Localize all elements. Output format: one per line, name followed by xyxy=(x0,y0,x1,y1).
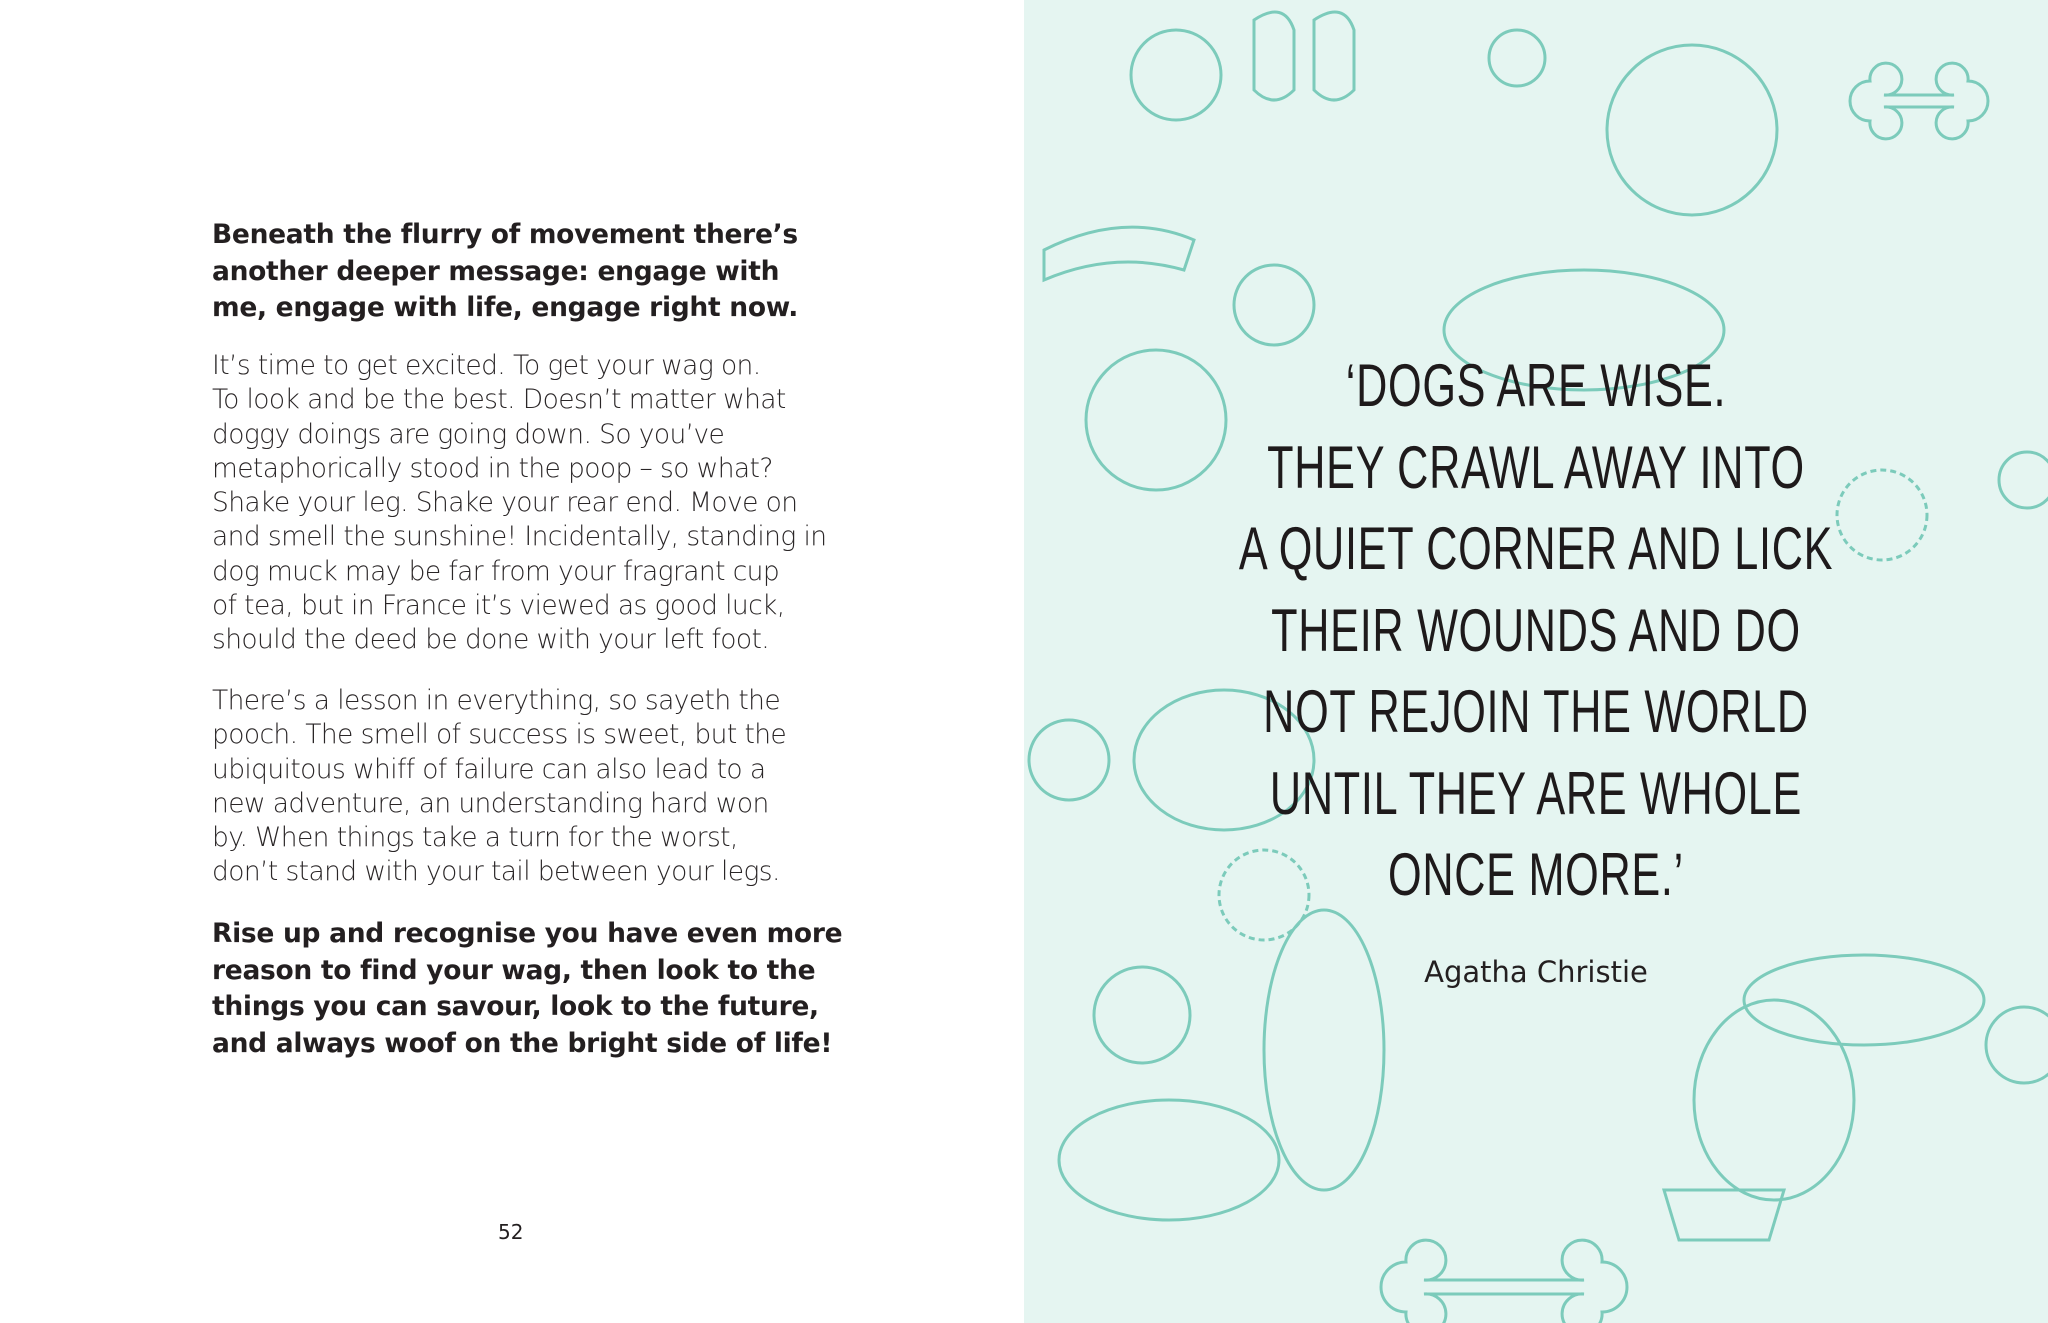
body-paragraph-2 xyxy=(212,684,832,890)
food-bowl-icon xyxy=(1664,1190,1784,1240)
tennis-ball-icon xyxy=(1131,30,1221,120)
quote-line: ‘DOGS ARE WISE. xyxy=(1345,352,1727,419)
ball-icon xyxy=(1234,265,1314,345)
text-line: new adventure, an understanding hard won xyxy=(212,787,769,819)
text-line: Rise up and recognise you have even more xyxy=(212,918,843,949)
quote xyxy=(1024,345,2048,916)
collar-icon xyxy=(1044,227,1194,280)
text-line: another deeper message: engage with xyxy=(212,255,780,287)
page-number: 52 xyxy=(498,1220,524,1244)
quote-line: UNTIL THEY ARE WHOLE xyxy=(1269,759,1803,827)
text-line: don’t stand with your tail between your legs. xyxy=(212,856,780,888)
text-line: by. When things take a turn for the worst, xyxy=(212,822,738,854)
ball-icon xyxy=(1489,30,1545,86)
text-line: of tea, but in France it’s viewed as good luck, xyxy=(212,590,785,622)
bone-icon xyxy=(1381,1240,1627,1323)
closing-paragraph xyxy=(212,916,843,1062)
right-page xyxy=(1024,0,2048,1323)
text-line: and always woof on the bright side of life! xyxy=(212,1027,833,1059)
text-line: Shake your leg. Shake your rear end. Move on xyxy=(212,487,798,519)
text-line: and smell the sunshine! Incidentally, standing in xyxy=(212,521,827,553)
quote-line: THEY CRAWL AWAY INTO xyxy=(1267,433,1805,501)
ball-icon xyxy=(1986,1007,2048,1083)
body-paragraph-1 xyxy=(212,349,832,658)
text-line: To look and be the best. Doesn’t matter what xyxy=(212,384,786,416)
slippers-icon xyxy=(1254,12,1354,100)
quote-line: ONCE MORE.’ xyxy=(1388,841,1684,908)
text-line: me, engage with life, engage right now. xyxy=(212,292,798,323)
quote-line: A QUIET CORNER AND LICK xyxy=(1238,515,1834,582)
text-line: should the deed be done with your left foot. xyxy=(212,624,770,656)
ball-icon xyxy=(1607,45,1777,215)
intro-paragraph xyxy=(212,217,832,327)
quote-line: THEIR WOUNDS AND DO xyxy=(1271,596,1801,664)
text-line: ubiquitous whiff of failure can also lead to a xyxy=(212,753,766,785)
text-line: dog muck may be far from your fragrant cup xyxy=(212,555,780,587)
text-line: There’s a lesson in everything, so sayeth the xyxy=(212,685,781,716)
text-line: Beneath the flurry of movement there’s xyxy=(212,219,798,250)
dog-bed-icon xyxy=(1059,1100,1279,1220)
text-line: pooch. The smell of success is sweet, but the xyxy=(212,719,787,751)
text-line: things you can savour, look to the future, xyxy=(212,991,819,1022)
quote-line: NOT REJOIN THE WORLD xyxy=(1263,678,1809,745)
leash-icon xyxy=(1264,910,1384,1190)
quote-author: Agatha Christie xyxy=(1424,955,1648,989)
text-line: metaphorically stood in the poop – so what? xyxy=(212,452,773,484)
bone-icon xyxy=(1850,63,1988,139)
text-line: reason to find your wag, then look to the xyxy=(212,954,816,986)
text-line: It’s time to get excited. To get your wag on. xyxy=(212,350,761,381)
text-line: doggy doings are going down. So you’ve xyxy=(212,418,725,450)
